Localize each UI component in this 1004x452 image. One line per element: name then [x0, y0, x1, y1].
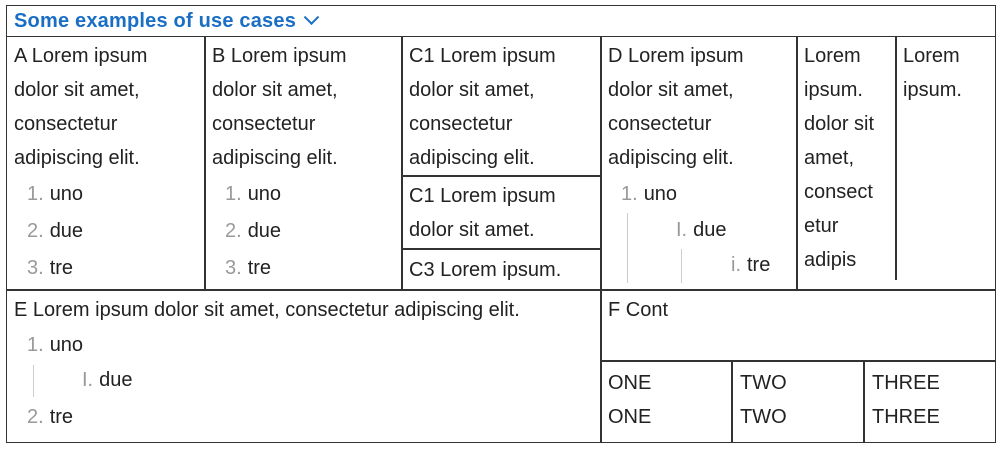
- cell-a: [7, 37, 204, 288]
- cell-f-text: F Cont: [608, 299, 669, 321]
- table-col-1: [601, 364, 731, 436]
- list-item: 3. tre: [225, 256, 272, 279]
- cell-c1b-line: dolor sit amet.: [409, 219, 535, 241]
- cell-a-line: dolor sit amet,: [14, 79, 140, 101]
- cell-b-line: consectetur: [212, 113, 316, 135]
- nested-list: [14, 327, 593, 437]
- cell-d-line: consectetur: [608, 113, 712, 135]
- use-cases-panel: [6, 5, 996, 443]
- cell-c3: [402, 251, 600, 289]
- list-item: I. due: [676, 218, 727, 241]
- list-item: 1. uno: [621, 182, 678, 205]
- cell-e-text: E Lorem ipsum dolor sit amet, consectetur adipiscing elit.: [14, 299, 520, 321]
- table-cell: TWO: [740, 372, 787, 394]
- list-item: 2. due: [27, 219, 84, 242]
- table-col-3: [865, 364, 995, 436]
- ordered-list: [14, 175, 197, 286]
- cell-c1-line: consectetur: [409, 113, 513, 135]
- table-col-2: [733, 364, 863, 436]
- table-cell: ONE: [608, 372, 652, 394]
- cell-e: [7, 291, 600, 439]
- cell-c1-line: C1 Lorem ipsum: [409, 45, 556, 67]
- cell-narrow-2: Lorem ipsum.: [903, 45, 962, 101]
- table-cell: THREE: [872, 406, 940, 428]
- list-item: 1. uno: [27, 182, 84, 205]
- cell-a-line: adipiscing elit.: [14, 147, 140, 169]
- cell-b-line: B Lorem ipsum: [212, 45, 347, 67]
- cell-d-line: D Lorem ipsum: [608, 45, 744, 67]
- nested-list: [608, 175, 789, 285]
- cell-c1-line: adipiscing elit.: [409, 147, 535, 169]
- list-item: 2. tre: [27, 406, 74, 428]
- cell-d-line: dolor sit amet,: [608, 79, 734, 101]
- cell-c1b-line: C1 Lorem ipsum: [409, 185, 556, 207]
- table-cell: ONE: [608, 406, 652, 428]
- cell-a-line: consectetur: [14, 113, 118, 135]
- cell-a-line: A Lorem ipsum: [14, 45, 148, 67]
- cell-c3-line: C3 Lorem ipsum.: [409, 259, 562, 281]
- list-item: 3. tre: [27, 256, 74, 279]
- list-item: 2. due: [225, 219, 282, 242]
- cell-d: [601, 37, 796, 287]
- ordered-list: [212, 175, 394, 286]
- cell-b-line: adipiscing elit.: [212, 147, 338, 169]
- cell-f: [601, 291, 995, 329]
- cell-d-line: adipiscing elit.: [608, 147, 734, 169]
- list-item: 1. uno: [225, 182, 282, 205]
- list-item: i. tre: [731, 253, 771, 276]
- cell-narrow-1: Lorem ipsum. dolor sit amet, consect etur adipis: [804, 45, 875, 271]
- panel-title: Some examples of use cases: [14, 9, 297, 32]
- table-cell: TWO: [740, 406, 787, 428]
- chevron-down-icon[interactable]: [304, 9, 320, 25]
- cell-b-line: dolor sit amet,: [212, 79, 338, 101]
- cell-c1-line: dolor sit amet,: [409, 79, 535, 101]
- table-cell: THREE: [872, 372, 940, 394]
- list-item: 1. uno: [27, 334, 84, 356]
- cell-c1-top: [402, 37, 600, 177]
- cell-c1-bottom: [402, 177, 600, 249]
- collapsible-header[interactable]: [7, 6, 995, 37]
- list-item: I. due: [82, 369, 133, 391]
- layout-grid: [7, 37, 995, 442]
- cell-b: [205, 37, 401, 288]
